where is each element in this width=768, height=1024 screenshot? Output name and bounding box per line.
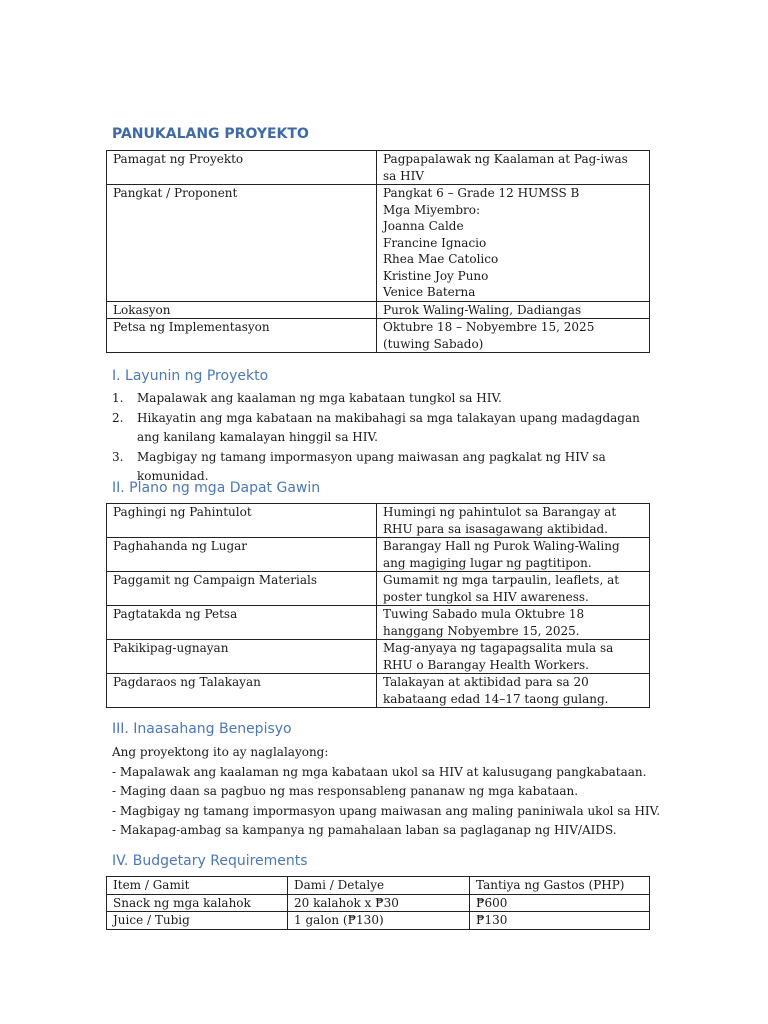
project-info-table [106,150,650,353]
table-value-cell: Mag-anyaya ng tagapagsalita mula sa RHU o Barangay Health Workers. [377,640,650,674]
table-label-cell: Paghahanda ng Lugar [107,538,377,572]
table-row [107,894,650,912]
column-header: Tantiya ng Gastos (PHP) [470,877,650,895]
list-item [112,389,657,409]
table-label-cell: Pakikipag-ugnayan [107,640,377,674]
table-row [107,151,650,185]
table-row [107,640,650,674]
table-label-cell: Petsa ng Implementasyon [107,319,377,353]
table-row [107,538,650,572]
list-item: - Mapalawak ang kaalaman ng mga kabataan ukol sa HIV at kalusugang pangkabataan. [112,764,647,779]
table-row [107,674,650,708]
table-label-cell: Pagtatakda ng Petsa [107,606,377,640]
table-row [107,606,650,640]
list-item [112,409,657,448]
table-row [107,301,650,319]
table-cell: 20 kalahok x ₱30 [288,894,470,912]
section-heading-budget: IV. Budgetary Requirements [112,853,308,869]
table-label-cell: Pamagat ng Proyekto [107,151,377,185]
table-value-cell: Oktubre 18 – Nobyembre 15, 2025 (tuwing Sabado) [377,319,650,353]
column-header: Dami / Detalye [288,877,470,895]
list-item: - Magbigay ng tamang impormasyon upang maiwasan ang maling paniniwala ukol sa HIV. [112,803,661,818]
list-item-text: Mapalawak ang kaalaman ng mga kabataan tungkol sa HIV. [137,391,502,405]
benefits-paragraph [112,743,661,841]
benefits-intro: Ang proyektong ito ay naglalayong: [112,745,329,759]
list-number: 1. [112,391,124,405]
plan-table [106,503,650,708]
table-row [107,319,650,353]
table-value-cell: Barangay Hall ng Purok Waling-Waling ang magiging lugar ng pagtitipon. [377,538,650,572]
list-number: 2. [112,410,124,425]
table-header-row [107,877,650,895]
table-label-cell: Pagdaraos ng Talakayan [107,674,377,708]
column-header: Item / Gamit [107,877,288,895]
table-value-cell: Humingi ng pahintulot sa Barangay at RHU para sa isasagawang aktibidad. [377,504,650,538]
budget-table [106,876,650,930]
table-row [107,504,650,538]
list-item-text: Magbigay ng tamang impormasyon upang maiwasan ang pagkalat ng HIV sa komunidad. [137,449,606,483]
table-value-cell: Tuwing Sabado mula Oktubre 18 hanggang Nobyembre 15, 2025. [377,606,650,640]
document-title: PANUKALANG PROYEKTO [112,126,309,142]
table-row [107,185,650,302]
table-value-cell: Talakayan at aktibidad para sa 20 kabataang edad 14–17 taong gulang. [377,674,650,708]
list-number: 3. [112,449,124,464]
list-item-text: Hikayatin ang mga kabataan na makibahagi sa mga talakayan upang madagdagan ang kanilang kamalayan hinggil sa HIV. [137,410,640,444]
table-cell: ₱600 [470,894,650,912]
list-item: - Makapag-ambag sa kampanya ng pamahalaan laban sa paglaganap ng HIV/AIDS. [112,823,617,837]
section-heading-objectives: I. Layunin ng Proyekto [112,368,269,384]
table-label-cell: Paghingi ng Pahintulot [107,504,377,538]
table-label-cell: Pangkat / Proponent [107,185,377,302]
objectives-list [112,389,657,487]
table-value-cell: Pagpapalawak ng Kaalaman at Pag-iwas sa HIV [377,151,650,185]
table-cell: ₱130 [470,912,650,930]
section-heading-plan: II. Plano ng mga Dapat Gawin [112,480,321,496]
table-row [107,912,650,930]
table-row [107,572,650,606]
table-label-cell: Lokasyon [107,301,377,319]
list-item: - Maging daan sa pagbuo ng mas responsableng pananaw ng mga kabataan. [112,784,579,798]
section-heading-benefits: III. Inaasahang Benepisyo [112,721,292,737]
table-value-cell: Purok Waling-Waling, Dadiangas [377,301,650,319]
table-cell: Juice / Tubig [107,912,288,930]
table-value-cell: Gumamit ng mga tarpaulin, leaflets, at poster tungkol sa HIV awareness. [377,572,650,606]
table-cell: Snack ng mga kalahok [107,894,288,912]
table-cell: 1 galon (₱130) [288,912,470,930]
table-value-cell: Pangkat 6 – Grade 12 HUMSS B Mga Miyembro: Joanna Calde Francine Ignacio Rhea Mae Catolico Kristine Joy Puno Venice Baterna [377,185,650,302]
table-label-cell: Paggamit ng Campaign Materials [107,572,377,606]
